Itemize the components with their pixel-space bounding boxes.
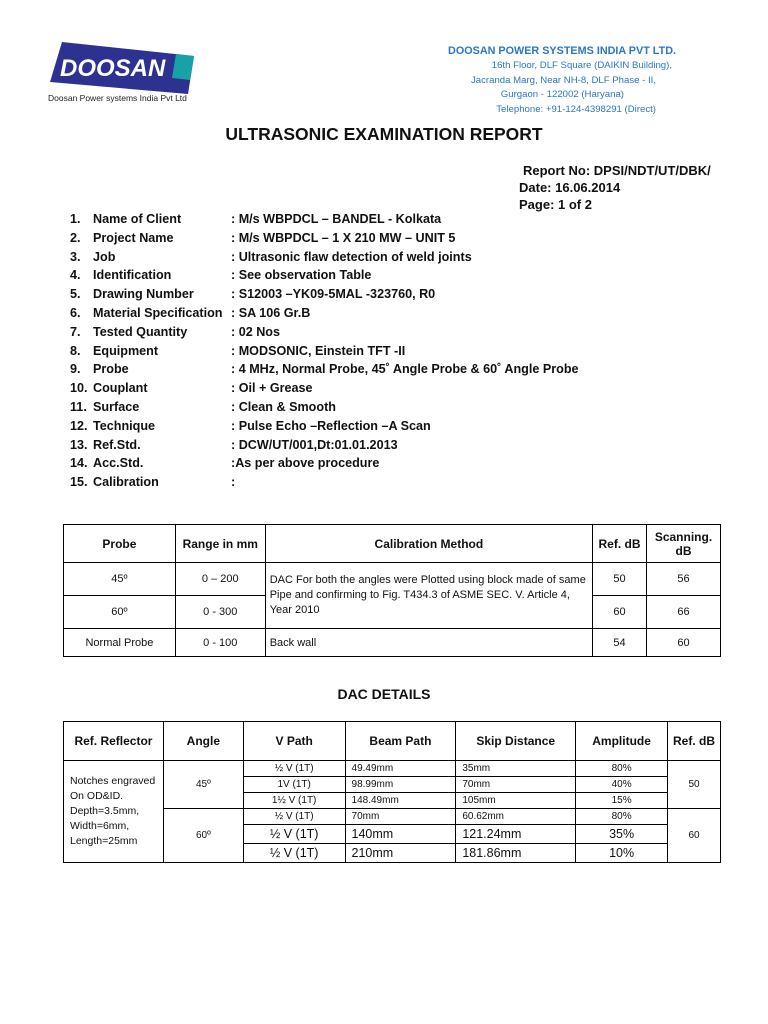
detail-num: 10. bbox=[70, 381, 88, 396]
detail-num: 13. bbox=[70, 437, 88, 452]
method-cell: DAC For both the angles were Plotted using block made of same Pipe and confirming to Fig. T434.3 of ASME SEC. V. Article 4, Year 2010 bbox=[265, 563, 592, 629]
col-header: Ref. dB bbox=[668, 722, 721, 761]
detail-row bbox=[70, 306, 579, 325]
detail-row bbox=[70, 250, 579, 269]
range-cell: 0 - 300 bbox=[175, 596, 265, 629]
col-header: Scanning. dB bbox=[646, 525, 720, 563]
detail-label: Identification bbox=[93, 268, 172, 283]
address-line: Jacranda Marg, Near NH-8, DLF Phase - II, bbox=[470, 74, 656, 86]
detail-num: 8. bbox=[70, 343, 81, 358]
detail-label: Drawing Number bbox=[93, 287, 194, 302]
skip-cell: 70mm bbox=[456, 777, 576, 793]
detail-label: Ref.Std. bbox=[93, 437, 141, 452]
col-header: Ref. Reflector bbox=[64, 722, 164, 761]
beam-cell: 210mm bbox=[345, 844, 456, 863]
detail-value: : M/s WBPDCL – BANDEL - Kolkata bbox=[231, 212, 442, 226]
detail-value: : See observation Table bbox=[231, 268, 372, 283]
detail-num: 14. bbox=[70, 456, 88, 471]
beam-cell: 98.99mm bbox=[345, 777, 456, 793]
detail-value: : Oil + Grease bbox=[231, 381, 313, 396]
detail-row bbox=[70, 287, 579, 306]
table-row bbox=[64, 563, 721, 596]
detail-value: : DCW/UT/001,Dt:01.01.2013 bbox=[231, 437, 398, 452]
refdb-cell: 50 bbox=[593, 563, 647, 596]
vpath-cell: ½ V (1T) bbox=[243, 809, 345, 825]
detail-value: : SA 106 Gr.B bbox=[231, 305, 311, 320]
detail-num: 15. bbox=[70, 475, 88, 490]
detail-row bbox=[70, 456, 579, 475]
skip-cell: 121.24mm bbox=[456, 825, 576, 844]
col-header: Ref. dB bbox=[593, 525, 647, 563]
vpath-cell: ½ V (1T) bbox=[243, 761, 345, 777]
logo-subtitle: Doosan Power systems India Pvt Ltd bbox=[48, 93, 187, 103]
detail-label: Calibration bbox=[93, 475, 159, 490]
table-header-row bbox=[64, 525, 721, 563]
detail-label: Job bbox=[93, 249, 116, 264]
skip-cell: 105mm bbox=[456, 793, 576, 809]
detail-label: Name of Client bbox=[93, 212, 182, 226]
detail-label: Equipment bbox=[93, 343, 159, 358]
detail-num: 5. bbox=[70, 287, 81, 302]
table-header-row bbox=[64, 722, 721, 761]
beam-cell: 49.49mm bbox=[345, 761, 456, 777]
detail-value: : M/s WBPDCL – 1 X 210 MW – UNIT 5 bbox=[231, 230, 456, 245]
vpath-cell: 1V (1T) bbox=[243, 777, 345, 793]
col-header: Calibration Method bbox=[265, 525, 592, 563]
scandb-cell: 56 bbox=[646, 563, 720, 596]
col-header: Beam Path bbox=[345, 722, 456, 761]
report-number: Report No: DPSI/NDT/UT/DBK/ bbox=[523, 163, 711, 178]
detail-value: : 02 Nos bbox=[231, 324, 280, 339]
angle-cell: 60º bbox=[163, 809, 243, 863]
range-cell: 0 - 100 bbox=[175, 629, 265, 657]
detail-num: 7. bbox=[70, 324, 81, 339]
detail-label: Acc.Std. bbox=[93, 456, 144, 471]
detail-label: Material Specification bbox=[93, 305, 223, 320]
address-line: Gurgaon - 122002 (Haryana) bbox=[500, 89, 624, 101]
report-date: Date: 16.06.2014 bbox=[519, 180, 621, 195]
dac-title: DAC DETAILS bbox=[337, 686, 431, 702]
amp-cell: 35% bbox=[576, 825, 668, 844]
detail-num: 1. bbox=[70, 212, 81, 226]
vpath-cell: 1½ V (1T) bbox=[243, 793, 345, 809]
dac-table bbox=[63, 721, 721, 863]
refdb-cell: 54 bbox=[593, 629, 647, 657]
detail-label: Couplant bbox=[93, 381, 148, 396]
detail-row bbox=[70, 419, 579, 438]
detail-value: : 4 MHz, Normal Probe, 45˚ Angle Probe & 60˚ Angle Probe bbox=[231, 362, 579, 377]
detail-num: 2. bbox=[70, 230, 81, 245]
amp-cell: 10% bbox=[576, 844, 668, 863]
report-meta bbox=[519, 162, 711, 213]
page-number: Page: 1 of 2 bbox=[519, 197, 592, 212]
amp-cell: 15% bbox=[576, 793, 668, 809]
beam-cell: 140mm bbox=[345, 825, 456, 844]
amp-cell: 80% bbox=[576, 761, 668, 777]
vpath-cell: ½ V (1T) bbox=[243, 844, 345, 863]
detail-num: 9. bbox=[70, 362, 81, 377]
detail-value: : MODSONIC, Einstein TFT -II bbox=[231, 343, 406, 358]
reflector-cell: Notches engraved On OD&ID. Depth=3.5mm, Width=6mm, Length=25mm bbox=[64, 761, 164, 863]
amp-cell: 80% bbox=[576, 809, 668, 825]
detail-value: : Ultrasonic flaw detection of weld joints bbox=[231, 249, 472, 264]
scandb-cell: 60 bbox=[646, 629, 720, 657]
col-header: Range in mm bbox=[175, 525, 265, 563]
detail-row bbox=[70, 344, 579, 363]
beam-cell: 70mm bbox=[345, 809, 456, 825]
calibration-table bbox=[63, 524, 721, 657]
detail-value: : Clean & Smooth bbox=[231, 399, 336, 414]
detail-num: 12. bbox=[70, 418, 88, 433]
probe-cell: Normal Probe bbox=[64, 629, 176, 657]
detail-label: Project Name bbox=[93, 230, 174, 245]
detail-row bbox=[70, 231, 579, 250]
table-row bbox=[64, 629, 721, 657]
detail-row bbox=[70, 325, 579, 344]
detail-value: : bbox=[231, 475, 236, 490]
probe-cell: 60º bbox=[64, 596, 176, 629]
detail-num: 11. bbox=[70, 399, 87, 414]
amp-cell: 40% bbox=[576, 777, 668, 793]
detail-row bbox=[70, 438, 579, 457]
detail-num: 4. bbox=[70, 268, 81, 283]
method-cell: Back wall bbox=[265, 629, 592, 657]
address-line: 16th Floor, DLF Square (DAIKIN Building), bbox=[491, 59, 672, 71]
skip-cell: 60.62mm bbox=[456, 809, 576, 825]
col-header: Amplitude bbox=[576, 722, 668, 761]
report-details bbox=[70, 212, 579, 494]
company-name: DOOSAN POWER SYSTEMS INDIA PVT LTD. bbox=[448, 45, 676, 57]
skip-cell: 181.86mm bbox=[456, 844, 576, 863]
report-title: ULTRASONIC EXAMINATION REPORT bbox=[225, 124, 543, 144]
col-header: Skip Distance bbox=[456, 722, 576, 761]
detail-row bbox=[70, 212, 579, 231]
skip-cell: 35mm bbox=[456, 761, 576, 777]
company-address bbox=[396, 44, 676, 118]
table-row bbox=[64, 761, 721, 777]
detail-row bbox=[70, 400, 579, 419]
detail-value: :As per above procedure bbox=[231, 456, 380, 471]
detail-num: 6. bbox=[70, 305, 81, 320]
detail-value: : Pulse Echo –Reflection –A Scan bbox=[231, 418, 431, 433]
col-header: Angle bbox=[163, 722, 243, 761]
refdb-cell: 50 bbox=[668, 761, 721, 809]
logo-text: DOOSAN bbox=[60, 55, 166, 82]
detail-label: Tested Quantity bbox=[93, 324, 188, 339]
detail-label: Probe bbox=[93, 362, 129, 377]
vpath-cell: ½ V (1T) bbox=[243, 825, 345, 844]
probe-cell: 45º bbox=[64, 563, 176, 596]
range-cell: 0 – 200 bbox=[175, 563, 265, 596]
detail-label: Technique bbox=[93, 418, 156, 433]
detail-value: : S12003 –YK09-5MAL -323760, R0 bbox=[231, 287, 436, 302]
detail-row bbox=[70, 362, 579, 381]
refdb-cell: 60 bbox=[668, 809, 721, 863]
beam-cell: 148.49mm bbox=[345, 793, 456, 809]
detail-row bbox=[70, 381, 579, 400]
detail-label: Surface bbox=[93, 399, 140, 414]
detail-num: 3. bbox=[70, 249, 81, 264]
col-header: V Path bbox=[243, 722, 345, 761]
angle-cell: 45º bbox=[163, 761, 243, 809]
refdb-cell: 60 bbox=[593, 596, 647, 629]
telephone: Telephone: +91-124-4398291 (Direct) bbox=[496, 104, 656, 116]
detail-row bbox=[70, 268, 579, 287]
col-header: Probe bbox=[64, 525, 176, 563]
doosan-logo bbox=[48, 40, 194, 94]
detail-row bbox=[70, 475, 579, 494]
scandb-cell: 66 bbox=[646, 596, 720, 629]
